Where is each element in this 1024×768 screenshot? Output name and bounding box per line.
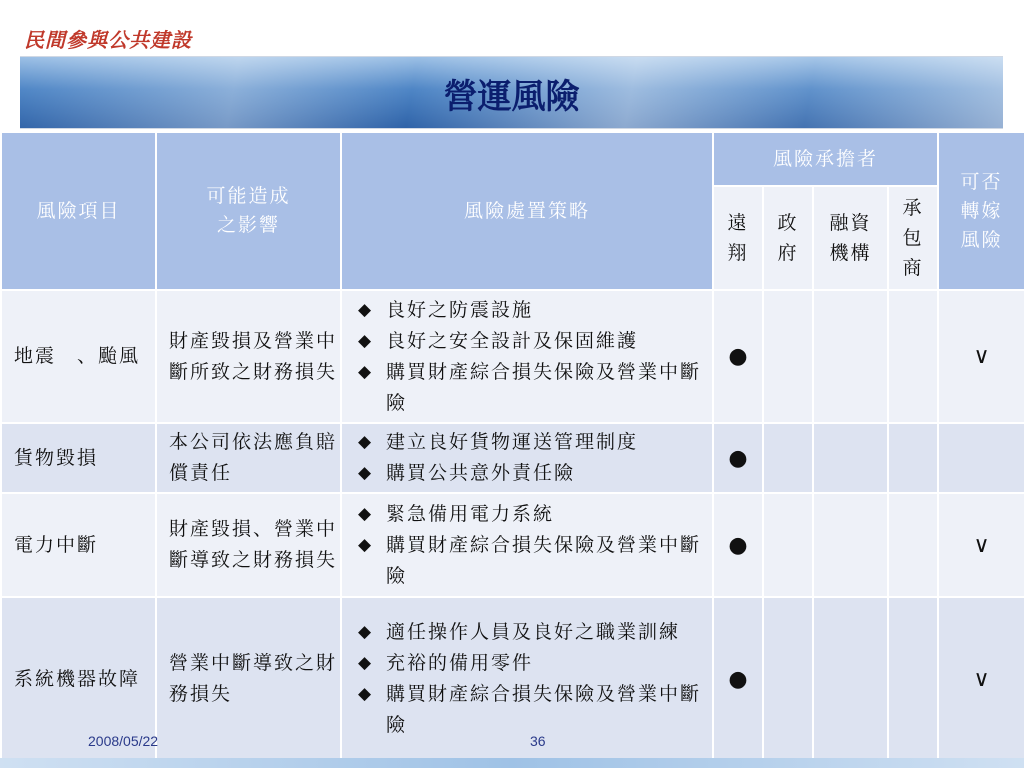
header-bearer-contractor (888, 186, 938, 290)
mark-contractor (888, 290, 938, 423)
header-bearer-contractor-1: 承 (902, 197, 924, 219)
transfer-mark: ∨ (938, 597, 1024, 761)
strategy-text: 購買財產綜合損失保險及營業中斷險 (386, 533, 702, 587)
strategy-cell (341, 597, 713, 761)
impact-cell: 財產毀損及營業中斷所致之財務損失 (156, 290, 341, 423)
mark-financial (813, 493, 888, 597)
header-bearer-yuanxiang-2: 翔 (727, 242, 749, 264)
strategy-item (356, 679, 712, 741)
strategy-text: 購買財產綜合損失保險及營業中斷險 (386, 360, 702, 414)
header-impact (156, 132, 341, 290)
page-number: 36 (530, 733, 546, 749)
diamond-bullet-icon: ◆ (358, 330, 374, 351)
impact-cell: 本公司依法應負賠償責任 (156, 423, 341, 493)
header-bearer-government-2: 府 (777, 242, 799, 264)
header-risk-item: 風險項目 (1, 132, 156, 290)
mark-contractor (888, 493, 938, 597)
header-transfer-line3: 風險 (960, 228, 1003, 251)
mark-yuanxiang: ● (713, 290, 763, 423)
mark-yuanxiang: ● (713, 423, 763, 493)
table-row (1, 290, 1024, 423)
strategy-text: 購買財產綜合損失保險及營業中斷險 (386, 683, 702, 736)
strategy-item (356, 499, 712, 530)
header-strategy: 風險處置策略 (341, 132, 713, 290)
mark-financial (813, 597, 888, 761)
mark-government (763, 597, 813, 761)
strategy-item (356, 427, 712, 458)
mark-government (763, 493, 813, 597)
mark-government (763, 290, 813, 423)
strategy-text: 購買公共意外責任險 (386, 462, 576, 484)
strategy-text: 緊急備用電力系統 (386, 502, 555, 525)
strategy-text: 良好之防震設施 (386, 298, 534, 321)
header-bearer-contractor-3: 商 (902, 257, 924, 279)
mark-yuanxiang: ● (713, 493, 763, 597)
section-label: 民間參與公共建設 (24, 28, 192, 52)
diamond-bullet-icon: ◆ (358, 622, 374, 642)
mark-financial (813, 423, 888, 493)
table-row (1, 423, 1024, 493)
mark-contractor (888, 597, 938, 761)
header-bearer-government (763, 186, 813, 290)
risk-item-cell: 電力中斷 (1, 493, 156, 597)
strategy-text: 適任操作人員及良好之職業訓練 (386, 621, 681, 643)
strategy-cell (341, 290, 713, 423)
impact-cell: 財產毀損、營業中斷導致之財務損失 (156, 493, 341, 597)
mark-financial (813, 290, 888, 423)
strategy-item (356, 357, 712, 419)
diamond-bullet-icon: ◆ (358, 361, 374, 382)
strategy-item (356, 295, 712, 326)
header-impact-line1: 可能造成 (206, 185, 291, 207)
diamond-bullet-icon: ◆ (358, 299, 374, 320)
header-bearer-yuanxiang (713, 186, 763, 290)
diamond-bullet-icon: ◆ (358, 653, 374, 673)
header-bearer-contractor-2: 包 (902, 227, 924, 249)
impact-cell: 營業中斷導致之財務損失 (156, 597, 341, 761)
header-risk-bearer: 風險承擔者 (713, 132, 938, 186)
header-transfer-line2: 轉嫁 (960, 199, 1003, 222)
header-transfer-line1: 可否 (960, 170, 1003, 193)
header-impact-line2: 之影響 (216, 214, 280, 236)
strategy-item (356, 530, 712, 592)
risk-item-cell: 地震 、颱風 (1, 290, 156, 423)
table-row (1, 493, 1024, 597)
header-bearer-financial-1: 融資 (829, 212, 872, 234)
strategy-item (356, 326, 712, 357)
mark-government (763, 423, 813, 493)
diamond-bullet-icon: ◆ (358, 684, 374, 704)
risk-table (0, 131, 1024, 762)
strategy-cell (341, 493, 713, 597)
risk-item-cell: 系統機器故障 (1, 597, 156, 761)
header-bearer-yuanxiang-1: 遠 (727, 212, 749, 234)
strategy-item (356, 648, 712, 679)
slide-title: 營運風險 (443, 77, 580, 117)
strategy-item (356, 617, 712, 648)
header-bearer-financial-2: 機構 (829, 242, 872, 264)
footer-date: 2008/05/22 (88, 733, 159, 749)
strategy-text: 建立良好貨物運送管理制度 (386, 431, 639, 453)
header-bearer-financial (813, 186, 888, 290)
title-banner (20, 56, 1003, 129)
diamond-bullet-icon: ◆ (358, 432, 374, 452)
bottom-decoration (0, 758, 1024, 768)
mark-yuanxiang: ● (713, 597, 763, 761)
transfer-mark: ∨ (938, 493, 1024, 597)
risk-item-cell: 貨物毀損 (1, 423, 156, 493)
transfer-mark (938, 423, 1024, 493)
transfer-mark: ∨ (938, 290, 1024, 423)
diamond-bullet-icon: ◆ (358, 503, 374, 524)
header-transfer (938, 132, 1024, 290)
strategy-item (356, 458, 712, 489)
strategy-text: 良好之安全設計及保固維護 (386, 329, 639, 352)
diamond-bullet-icon: ◆ (358, 463, 374, 483)
strategy-text: 充裕的備用零件 (386, 652, 534, 674)
mark-contractor (888, 423, 938, 493)
header-bearer-government-1: 政 (777, 212, 799, 234)
diamond-bullet-icon: ◆ (358, 534, 374, 555)
strategy-cell (341, 423, 713, 493)
